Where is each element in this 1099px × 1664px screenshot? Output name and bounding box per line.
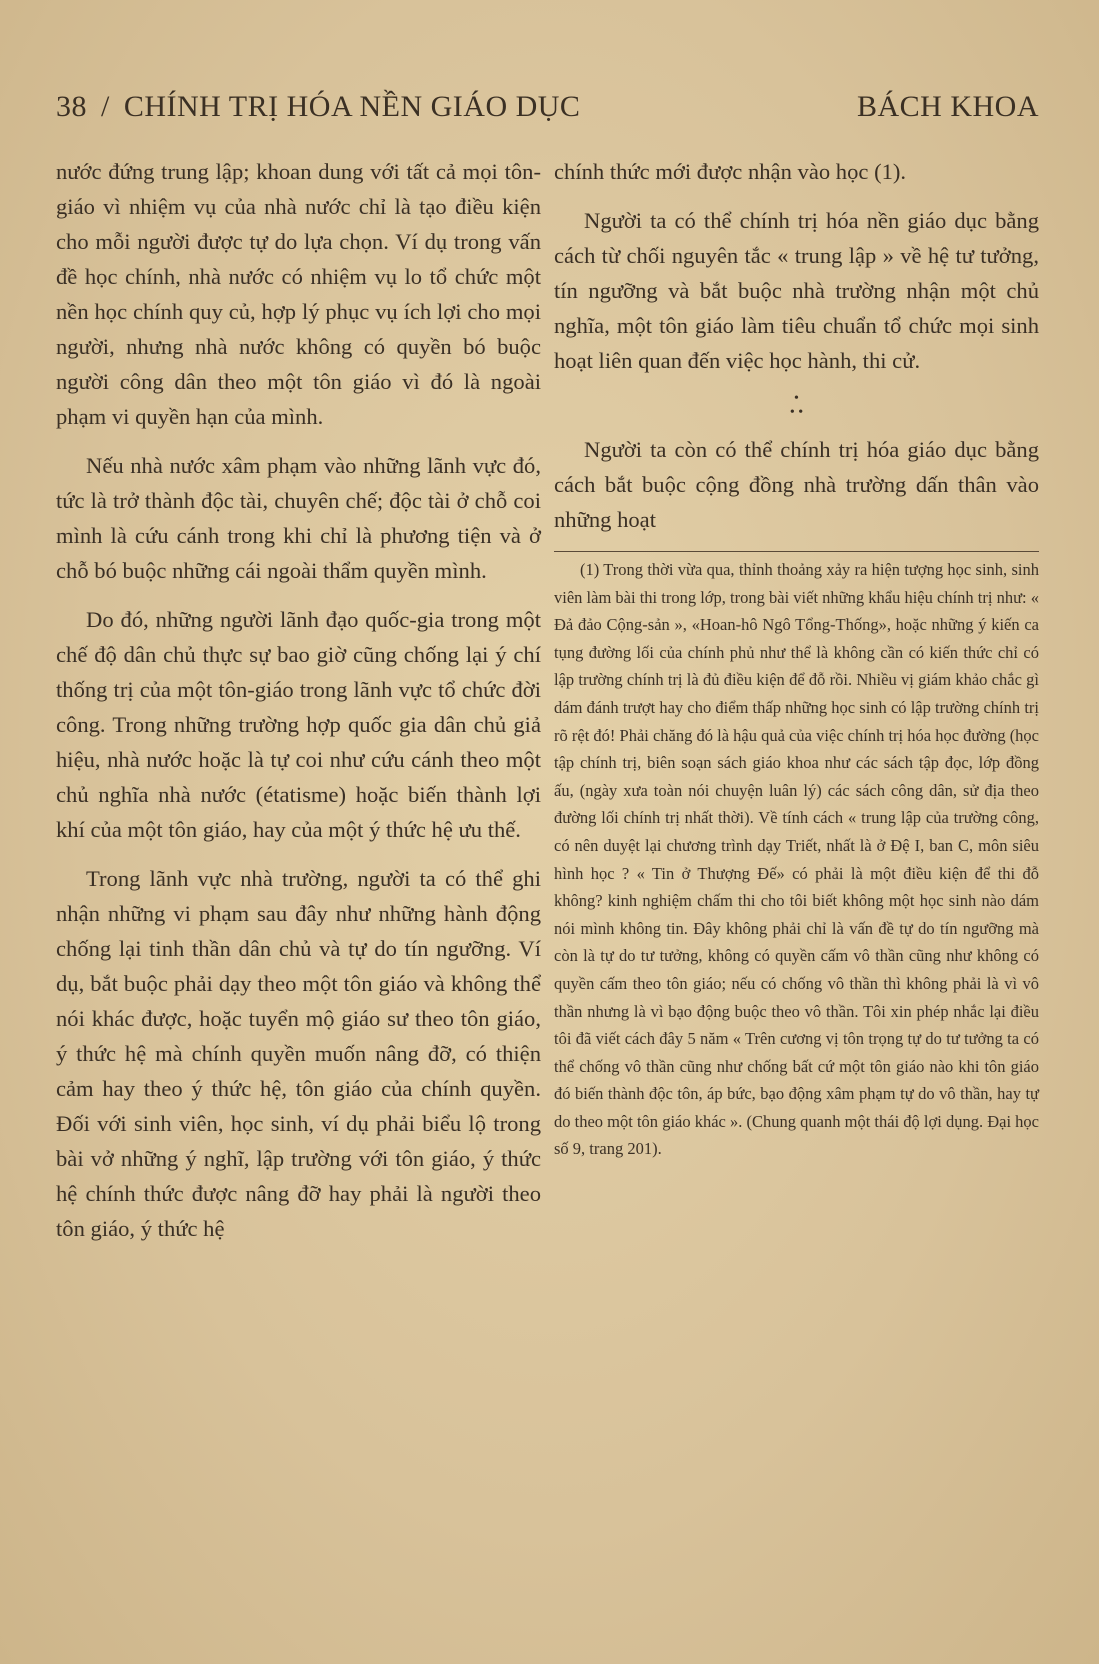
left-paragraph-2: Nếu nhà nước xâm phạm vào những lãnh vực đó, tức là trở thành độc tài, chuyên chế; độc tài ở chỗ coi mình là cứu cánh trong khi chỉ là phương tiện và ở chỗ bó buộc những cái ngoài thẩm quyền mình. [56, 453, 541, 583]
right-paragraph-3: Người ta còn có thể chính trị hóa giáo dục bằng cách bắt buộc cộng đồng nhà trường dấn thân vào những hoạt [554, 437, 1039, 532]
footnote-text: (1) Trong thời vừa qua, thỉnh thoảng xảy ra hiện tượng học sinh, sinh viên làm bài thi trong lớp, trong bài viết những khẩu hiệu chính trị như: « Đả đảo Cộng-sản », «Hoan-hô Ngô Tổng-Thống», hoặc những ý kiến ca tụng đường lối của chính phủ như thể là không cần có kiến thức chỉ có lập trường chính trị là đủ điều kiện để đỗ rồi. Nhiều vị giám khảo chắc gì dám đánh trượt hay cho điểm thấp những học sinh có lập trường chính trị rõ rệt đó! Phải chăng đó là hậu quả của việc chính trị hóa học đường (học tập chính trị, biên soạn sách giáo khoa như các sách tập đọc, lớp đồng ấu, (ngày xưa toàn nói chuyện luân lý) các sách công dân, sử địa theo đường lối chính trị nhất thời). Về tính cách « trung lập của trường công, có nên duyệt lại chương trình dạy Triết, nhất là ở Đệ I, ban C, môn siêu hình học ? « Tin ở Thượng Đế» có phải là một điều kiện để thi đỗ không? kinh nghiệm chấm thi cho tôi biết không một học sinh nào dám nói mình không tin. Đây không phải chỉ là vấn đề tự do tín ngưỡng mà còn là tự do tư tưởng, không có quyền cấm vô thần cũng như không có quyền cấm theo tôn giáo; nếu có chống vô thần thì không phải là vì vô thần nhưng là vì bạo động buộc theo vô thần. Tôi xin phép nhắc lại điều tôi đã viết cách đây 5 năm « Trên cương vị tôn trọng tự do tư tưởng ta có thể chống vô thần cũng như chống bất cứ một tôn giáo nào khi tôn giáo đó biến thành độc tôn, áp bức, bạo động xâm phạm tự do vô thần, hay tự do theo một tôn giáo khác ». (Chung quanh một thái độ lợi dụng. Đại học số 9, trang 201). [554, 560, 1040, 1159]
left-column [56, 154, 541, 1260]
header-left [56, 90, 586, 124]
magazine-name: BÁCH KHOA [856, 90, 1039, 123]
page-number: 38 [56, 90, 87, 123]
right-paragraph-1: chính thức mới được nhận vào học (1). [554, 159, 907, 184]
left-paragraph-4: Trong lãnh vực nhà trường, người ta có thể ghi nhận những vi phạm sau đây như những hành động chống lại tinh thần dân chủ và tự do tín ngưỡng. Ví dụ, bắt buộc phải dạy theo một tôn giáo và không thể nói khác được, hoặc tuyển mộ giáo sư theo tôn giáo, ý thức hệ mà chính quyền muốn nâng đỡ, có thiện cảm hay theo ý thức hệ, tôn giáo của chính quyền. Đối với sinh viên, học sinh, ví dụ phải biểu lộ trong bài vở những ý nghĩ, lập trường với tôn giáo, ý thức hệ chính thức được nâng đỡ hay phải là người theo tôn giáo, ý thức hệ [56, 866, 541, 1241]
footnote [554, 551, 1039, 1163]
text-columns [56, 154, 1039, 1260]
article-title: CHÍNH TRỊ HÓA NỀN GIÁO DỤC [123, 90, 581, 123]
right-column [554, 154, 1039, 1260]
right-paragraph-2: Người ta có thể chính trị hóa nền giáo dục bằng cách từ chối nguyên tắc « trung lập » về hệ tư tưởng, tín ngưỡng và bắt buộc nhà trường nhận một chủ nghĩa, một tôn giáo làm tiêu chuẩn tổ chức mọi sinh hoạt liên quan đến việc học hành, thi cử. [554, 208, 1039, 373]
running-header [56, 90, 1039, 124]
header-separator: / [101, 90, 110, 123]
left-paragraph-1: nước đứng trung lập; khoan dung với tất cả mọi tôn-giáo vì nhiệm vụ của nhà nước chỉ là tạo điều kiện cho mỗi người được tự do lựa chọn. Ví dụ trong vấn đề học chính, nhà nước có nhiệm vụ lo tổ chức một nền học chính quy củ, hợp lý phục vụ ích lợi cho mọi người, nhưng nhà nước không có quyền bó buộc người công dân theo một tôn giáo vì đó là ngoài phạm vi quyền hạn của mình. [56, 159, 541, 429]
section-ornament: • • • [789, 391, 804, 420]
left-paragraph-3: Do đó, những người lãnh đạo quốc-gia trong một chế độ dân chủ thực sự bao giờ cũng chống lại ý chí thống trị của một tôn-giáo trong lãnh vực tổ chức đời công. Trong những trường hợp quốc gia dân chủ giả hiệu, nhà nước hoặc là tự coi như cứu cánh theo một chủ nghĩa nhà nước (étatisme) hoặc biến thành lợi khí của một tôn giáo, hay của một ý thức hệ ưu thế. [56, 607, 541, 842]
